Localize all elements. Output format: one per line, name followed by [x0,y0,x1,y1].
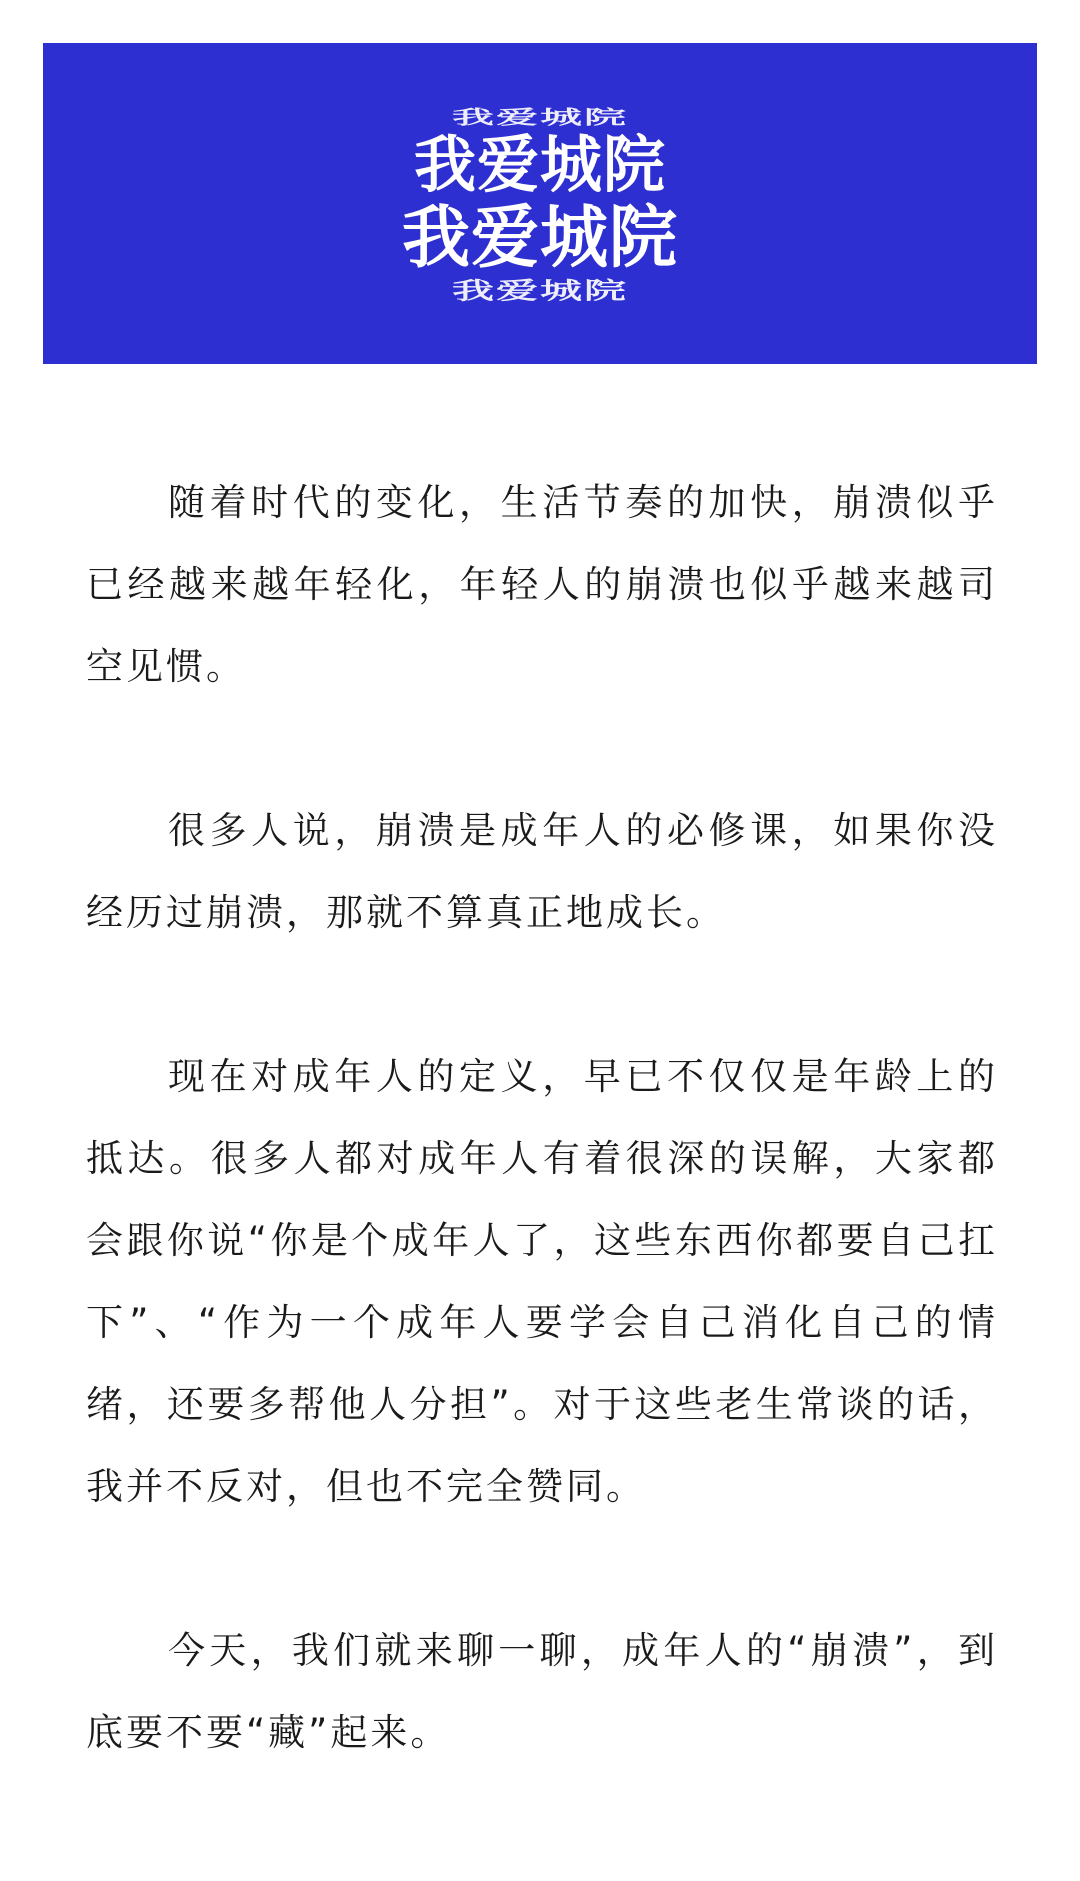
paragraph-2: 很多人说，崩溃是成年人的必修课，如果你没经历过崩溃，那就不算真正地成长。 [86,809,998,934]
header-banner [43,43,1037,364]
article-body [86,462,998,1774]
logo-text-main-2: 我爱城院 [401,199,678,278]
paragraph-1: 随着时代的变化，生活节奏的加快，崩溃似乎已经越来越年轻化，年轻人的崩溃也似乎越来越司空见惯。 [86,481,998,688]
paragraph-4: 今天，我们就来聊一聊，成年人的“崩溃”，到底要不要“藏”起来。 [86,1629,998,1754]
logo-text-top: 我爱城院 [451,105,628,128]
logo-text-bottom: 我爱城院 [451,277,628,305]
logo-text-main-1: 我爱城院 [413,128,666,201]
paragraph-3: 现在对成年人的定义，早已不仅仅是年龄上的抵达。很多人都对成年人有着很深的误解，大家都会跟你说“你是个成年人了，这些东西你都要自己扛下”、“作为一个成年人要学会自己消化自己的情绪，还要多帮他人分担”。对于这些老生常谈的话，我并不反对，但也不完全赞同。 [86,1055,998,1508]
banner-logo [43,105,1037,305]
